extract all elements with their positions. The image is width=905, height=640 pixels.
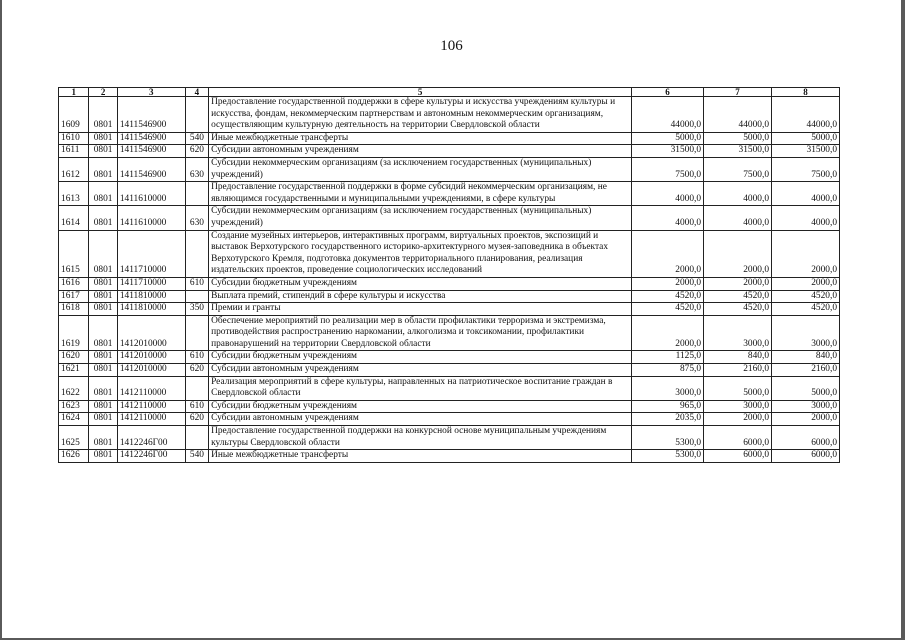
row-number-cell: 1617 [59, 290, 89, 303]
amount-col-8-cell: 2000,0 [772, 230, 840, 277]
amount-col-7-cell: 2000,0 [704, 277, 772, 290]
budget-table [58, 87, 840, 463]
amount-col-7-cell: 6000,0 [704, 426, 772, 450]
description-cell: Предоставление государственной поддержки в сфере культуры и искусства учреждениям культуры и искусства, фондам, некоммерческим партнерствам и автономным некоммерческим организациям, осуществляющим культурную деятельность на территории Свердловской области [209, 97, 632, 133]
table-row [59, 400, 840, 413]
description-cell: Премии и гранты [209, 303, 632, 316]
table-row [59, 450, 840, 463]
target-code-cell: 1412010000 [117, 364, 185, 377]
description-cell: Иные межбюджетные трансферты [209, 450, 632, 463]
section-code-cell: 0801 [89, 413, 117, 426]
amount-col-6-cell: 31500,0 [632, 145, 704, 158]
section-code-cell: 0801 [89, 157, 117, 181]
amount-col-8-cell: 5000,0 [772, 132, 840, 145]
description-cell: Иные межбюджетные трансферты [209, 132, 632, 145]
section-code-cell: 0801 [89, 376, 117, 400]
section-code-cell: 0801 [89, 290, 117, 303]
amount-col-7-cell: 2000,0 [704, 230, 772, 277]
section-code-cell: 0801 [89, 400, 117, 413]
description-cell: Субсидии бюджетным учреждениям [209, 400, 632, 413]
target-code-cell: 1412110000 [117, 376, 185, 400]
amount-col-7-cell: 2160,0 [704, 364, 772, 377]
amount-col-7-cell: 3000,0 [704, 400, 772, 413]
row-number-cell: 1616 [59, 277, 89, 290]
expense-type-cell [185, 182, 208, 206]
amount-col-6-cell: 2035,0 [632, 413, 704, 426]
amount-col-6-cell: 2000,0 [632, 315, 704, 351]
amount-col-8-cell: 2000,0 [772, 277, 840, 290]
target-code-cell: 1412246Г00 [117, 450, 185, 463]
table-row [59, 97, 840, 133]
section-code-cell: 0801 [89, 230, 117, 277]
amount-col-7-cell: 7500,0 [704, 157, 772, 181]
table-row [59, 303, 840, 316]
expense-type-cell [185, 315, 208, 351]
section-code-cell: 0801 [89, 277, 117, 290]
section-code-cell: 0801 [89, 364, 117, 377]
section-code-cell: 0801 [89, 132, 117, 145]
section-code-cell: 0801 [89, 206, 117, 230]
header-col-1: 1 [59, 88, 89, 97]
description-cell: Субсидии некоммерческим организациям (за исключением государственных (муниципальных) учреждений) [209, 206, 632, 230]
table-row [59, 376, 840, 400]
section-code-cell: 0801 [89, 97, 117, 133]
amount-col-8-cell: 4520,0 [772, 303, 840, 316]
row-number-cell: 1618 [59, 303, 89, 316]
amount-col-6-cell: 875,0 [632, 364, 704, 377]
expense-type-cell [185, 290, 208, 303]
section-code-cell: 0801 [89, 351, 117, 364]
header-col-2: 2 [89, 88, 117, 97]
amount-col-8-cell: 840,0 [772, 351, 840, 364]
header-col-7: 7 [704, 88, 772, 97]
row-number-cell: 1623 [59, 400, 89, 413]
table-row [59, 364, 840, 377]
row-number-cell: 1612 [59, 157, 89, 181]
row-number-cell: 1621 [59, 364, 89, 377]
description-cell: Субсидии некоммерческим организациям (за исключением государственных (муниципальных) учреждений) [209, 157, 632, 181]
row-number-cell: 1622 [59, 376, 89, 400]
target-code-cell: 1411546900 [117, 132, 185, 145]
amount-col-7-cell: 5000,0 [704, 376, 772, 400]
amount-col-6-cell: 5300,0 [632, 426, 704, 450]
table-row [59, 413, 840, 426]
description-cell: Субсидии автономным учреждениям [209, 145, 632, 158]
row-number-cell: 1619 [59, 315, 89, 351]
description-cell: Субсидии бюджетным учреждениям [209, 351, 632, 364]
target-code-cell: 1411610000 [117, 182, 185, 206]
target-code-cell: 1411546900 [117, 145, 185, 158]
amount-col-8-cell: 7500,0 [772, 157, 840, 181]
target-code-cell: 1411810000 [117, 303, 185, 316]
table-row [59, 182, 840, 206]
amount-col-7-cell: 6000,0 [704, 450, 772, 463]
section-code-cell: 0801 [89, 450, 117, 463]
expense-type-cell: 610 [185, 400, 208, 413]
table-row [59, 315, 840, 351]
table-row [59, 206, 840, 230]
table-row [59, 132, 840, 145]
expense-type-cell: 540 [185, 132, 208, 145]
amount-col-7-cell: 2000,0 [704, 413, 772, 426]
amount-col-8-cell: 44000,0 [772, 97, 840, 133]
amount-col-8-cell: 5000,0 [772, 376, 840, 400]
amount-col-6-cell: 2000,0 [632, 277, 704, 290]
description-cell: Субсидии автономным учреждениям [209, 364, 632, 377]
document-page [2, 0, 901, 638]
table-header [59, 88, 840, 97]
header-col-4: 4 [185, 88, 208, 97]
header-col-8: 8 [772, 88, 840, 97]
expense-type-cell: 620 [185, 413, 208, 426]
amount-col-7-cell: 4000,0 [704, 206, 772, 230]
amount-col-7-cell: 4000,0 [704, 182, 772, 206]
amount-col-6-cell: 44000,0 [632, 97, 704, 133]
target-code-cell: 1411546900 [117, 97, 185, 133]
amount-col-8-cell: 4000,0 [772, 182, 840, 206]
row-number-cell: 1624 [59, 413, 89, 426]
page-number: 106 [440, 38, 463, 54]
table-row [59, 157, 840, 181]
amount-col-6-cell: 7500,0 [632, 157, 704, 181]
amount-col-8-cell: 4000,0 [772, 206, 840, 230]
amount-col-8-cell: 3000,0 [772, 400, 840, 413]
row-number-cell: 1609 [59, 97, 89, 133]
amount-col-6-cell: 5300,0 [632, 450, 704, 463]
description-cell: Предоставление государственной поддержки в форме субсидий некоммерческим организациям, не являющимся государственными и муниципальными учреждениями, в сфере культуры [209, 182, 632, 206]
amount-col-7-cell: 5000,0 [704, 132, 772, 145]
expense-type-cell: 610 [185, 277, 208, 290]
amount-col-6-cell: 4000,0 [632, 182, 704, 206]
target-code-cell: 1412010000 [117, 351, 185, 364]
row-number-cell: 1610 [59, 132, 89, 145]
amount-col-8-cell: 31500,0 [772, 145, 840, 158]
expense-type-cell: 630 [185, 206, 208, 230]
header-row [59, 88, 840, 97]
amount-col-7-cell: 840,0 [704, 351, 772, 364]
description-cell: Обеспечение мероприятий по реализации мер в области профилактики терроризма и экстремизма, противодействия распространению наркомании, алкоголизма и токсикомании, профилактики правонарушений на территории Свердловской области [209, 315, 632, 351]
target-code-cell: 1411710000 [117, 277, 185, 290]
amount-col-6-cell: 5000,0 [632, 132, 704, 145]
expense-type-cell [185, 426, 208, 450]
amount-col-8-cell: 4520,0 [772, 290, 840, 303]
amount-col-6-cell: 965,0 [632, 400, 704, 413]
table-row [59, 230, 840, 277]
header-col-6: 6 [632, 88, 704, 97]
description-cell: Субсидии автономным учреждениям [209, 413, 632, 426]
row-number-cell: 1611 [59, 145, 89, 158]
expense-type-cell: 620 [185, 364, 208, 377]
expense-type-cell: 540 [185, 450, 208, 463]
amount-col-7-cell: 31500,0 [704, 145, 772, 158]
table-row [59, 351, 840, 364]
description-cell: Предоставление государственной поддержки на конкурсной основе муниципальным учреждениям культуры Свердловской области [209, 426, 632, 450]
expense-type-cell: 610 [185, 351, 208, 364]
row-number-cell: 1620 [59, 351, 89, 364]
table-row [59, 145, 840, 158]
section-code-cell: 0801 [89, 315, 117, 351]
amount-col-6-cell: 4520,0 [632, 303, 704, 316]
target-code-cell: 1412010000 [117, 315, 185, 351]
amount-col-6-cell: 4520,0 [632, 290, 704, 303]
expense-type-cell: 620 [185, 145, 208, 158]
section-code-cell: 0801 [89, 426, 117, 450]
row-number-cell: 1614 [59, 206, 89, 230]
target-code-cell: 1411810000 [117, 290, 185, 303]
section-code-cell: 0801 [89, 145, 117, 158]
target-code-cell: 1411710000 [117, 230, 185, 277]
row-number-cell: 1613 [59, 182, 89, 206]
amount-col-7-cell: 4520,0 [704, 290, 772, 303]
amount-col-8-cell: 3000,0 [772, 315, 840, 351]
amount-col-6-cell: 3000,0 [632, 376, 704, 400]
amount-col-6-cell: 4000,0 [632, 206, 704, 230]
target-code-cell: 1411546900 [117, 157, 185, 181]
amount-col-6-cell: 2000,0 [632, 230, 704, 277]
target-code-cell: 1412110000 [117, 413, 185, 426]
header-col-3: 3 [117, 88, 185, 97]
target-code-cell: 1411610000 [117, 206, 185, 230]
description-cell: Выплата премий, стипендий в сфере культуры и искусства [209, 290, 632, 303]
section-code-cell: 0801 [89, 303, 117, 316]
amount-col-8-cell: 6000,0 [772, 426, 840, 450]
amount-col-7-cell: 44000,0 [704, 97, 772, 133]
amount-col-8-cell: 2000,0 [772, 413, 840, 426]
description-cell: Создание музейных интерьеров, интерактивных программ, виртуальных проектов, экспозиций и выставок Верхотурского государственного историко-архитектурного музея-заповедника в объектах Верхотурского Кремля, подготовка документов территориального планирования, реализация издательских проектов, проведение социологических исследований [209, 230, 632, 277]
description-cell: Субсидии бюджетным учреждениям [209, 277, 632, 290]
table-row [59, 426, 840, 450]
header-col-5: 5 [209, 88, 632, 97]
expense-type-cell [185, 230, 208, 277]
table-body [59, 97, 840, 463]
section-code-cell: 0801 [89, 182, 117, 206]
amount-col-7-cell: 3000,0 [704, 315, 772, 351]
table-row [59, 290, 840, 303]
table-row [59, 277, 840, 290]
amount-col-7-cell: 4520,0 [704, 303, 772, 316]
row-number-cell: 1626 [59, 450, 89, 463]
target-code-cell: 1412110000 [117, 400, 185, 413]
amount-col-8-cell: 2160,0 [772, 364, 840, 377]
expense-type-cell [185, 97, 208, 133]
amount-col-8-cell: 6000,0 [772, 450, 840, 463]
expense-type-cell [185, 376, 208, 400]
row-number-cell: 1625 [59, 426, 89, 450]
description-cell: Реализация мероприятий в сфере культуры, направленных на патриотическое воспитание граждан в Свердловской области [209, 376, 632, 400]
expense-type-cell: 350 [185, 303, 208, 316]
expense-type-cell: 630 [185, 157, 208, 181]
row-number-cell: 1615 [59, 230, 89, 277]
target-code-cell: 1412246Г00 [117, 426, 185, 450]
amount-col-6-cell: 1125,0 [632, 351, 704, 364]
